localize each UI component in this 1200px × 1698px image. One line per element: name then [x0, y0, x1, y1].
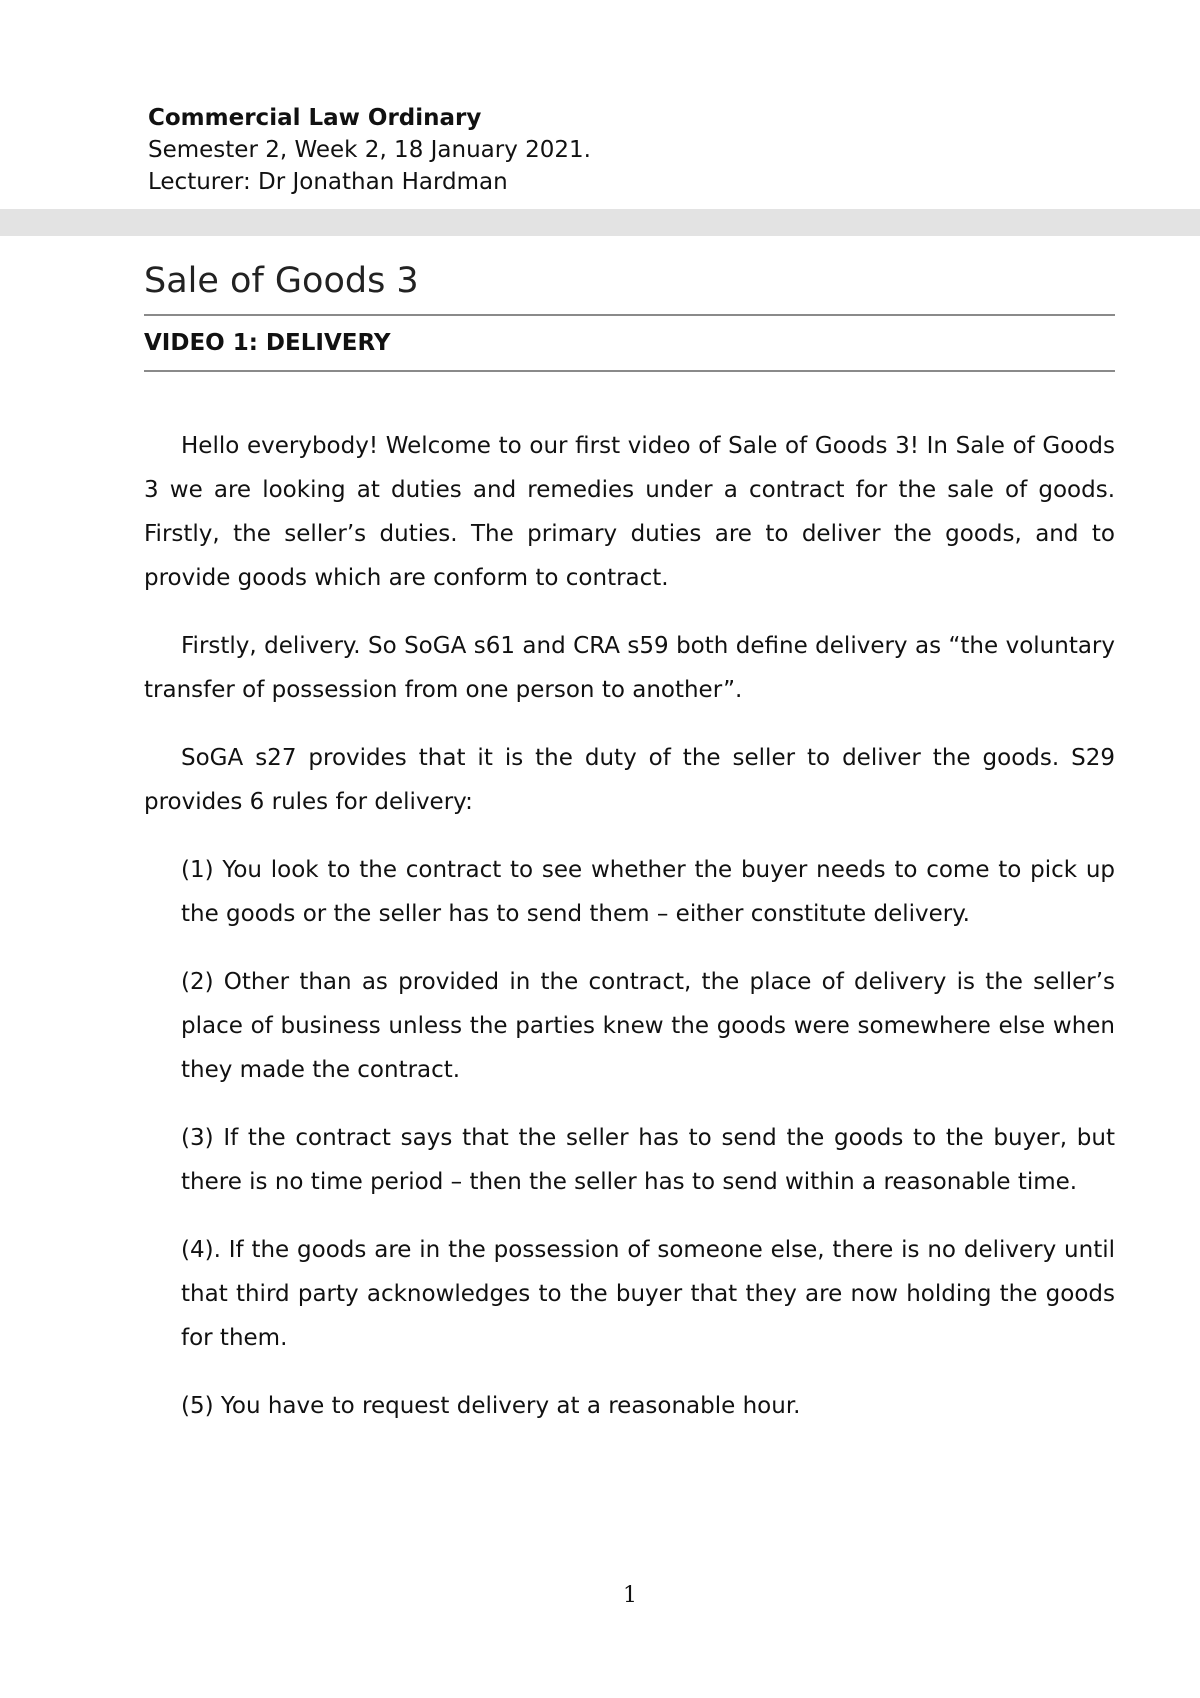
rule-item: (3) If the contract says that the seller has to send the goods to the buyer, but there is no time period – then the seller has to send within a reasonable time.: [181, 1125, 1115, 1195]
section-heading: VIDEO 1: DELIVERY: [144, 330, 391, 356]
header-divider-band: [0, 209, 1200, 236]
document-body: [144, 258, 1115, 1452]
rule-item: (2) Other than as provided in the contract, the place of delivery is the seller’s place of business unless the parties knew the goods were somewhere else when they made the contract.: [181, 969, 1115, 1083]
section-rule: [144, 370, 1115, 372]
paragraph: SoGA s27 provides that it is the duty of the seller to deliver the goods. S29 provides 6 rules for delivery:: [144, 745, 1115, 815]
course-title: Commercial Law Ordinary: [148, 105, 482, 131]
paragraph: Hello everybody! Welcome to our first video of Sale of Goods 3! In Sale of Goods 3 we are looking at duties and remedies under a contract for the sale of goods. Firstly, the seller’s duties. The primary duties are to deliver the goods, and to provide goods which are conform to contract.: [144, 433, 1115, 591]
paragraph: Firstly, delivery. So SoGA s61 and CRA s59 both define delivery as “the voluntary transfer of possession from one person to another”.: [144, 633, 1115, 703]
rule-item: (5) You have to request delivery at a reasonable hour.: [181, 1393, 801, 1419]
page-number: 1: [623, 1583, 637, 1608]
document-header: [148, 102, 1108, 198]
rule-item: (4). If the goods are in the possession of someone else, there is no delivery until that third party acknowledges to the buyer that they are now holding the goods for them.: [181, 1237, 1115, 1351]
title-rule: [144, 314, 1115, 316]
rule-item: (1) You look to the contract to see whether the buyer needs to come to pick up the goods or the seller has to send them – either constitute delivery.: [181, 857, 1115, 927]
body-text: [144, 424, 1115, 1428]
session-info: Semester 2, Week 2, 18 January 2021.: [148, 137, 591, 163]
document-title: Sale of Goods 3: [144, 261, 419, 301]
lecturer-info: Lecturer: Dr Jonathan Hardman: [148, 169, 508, 195]
